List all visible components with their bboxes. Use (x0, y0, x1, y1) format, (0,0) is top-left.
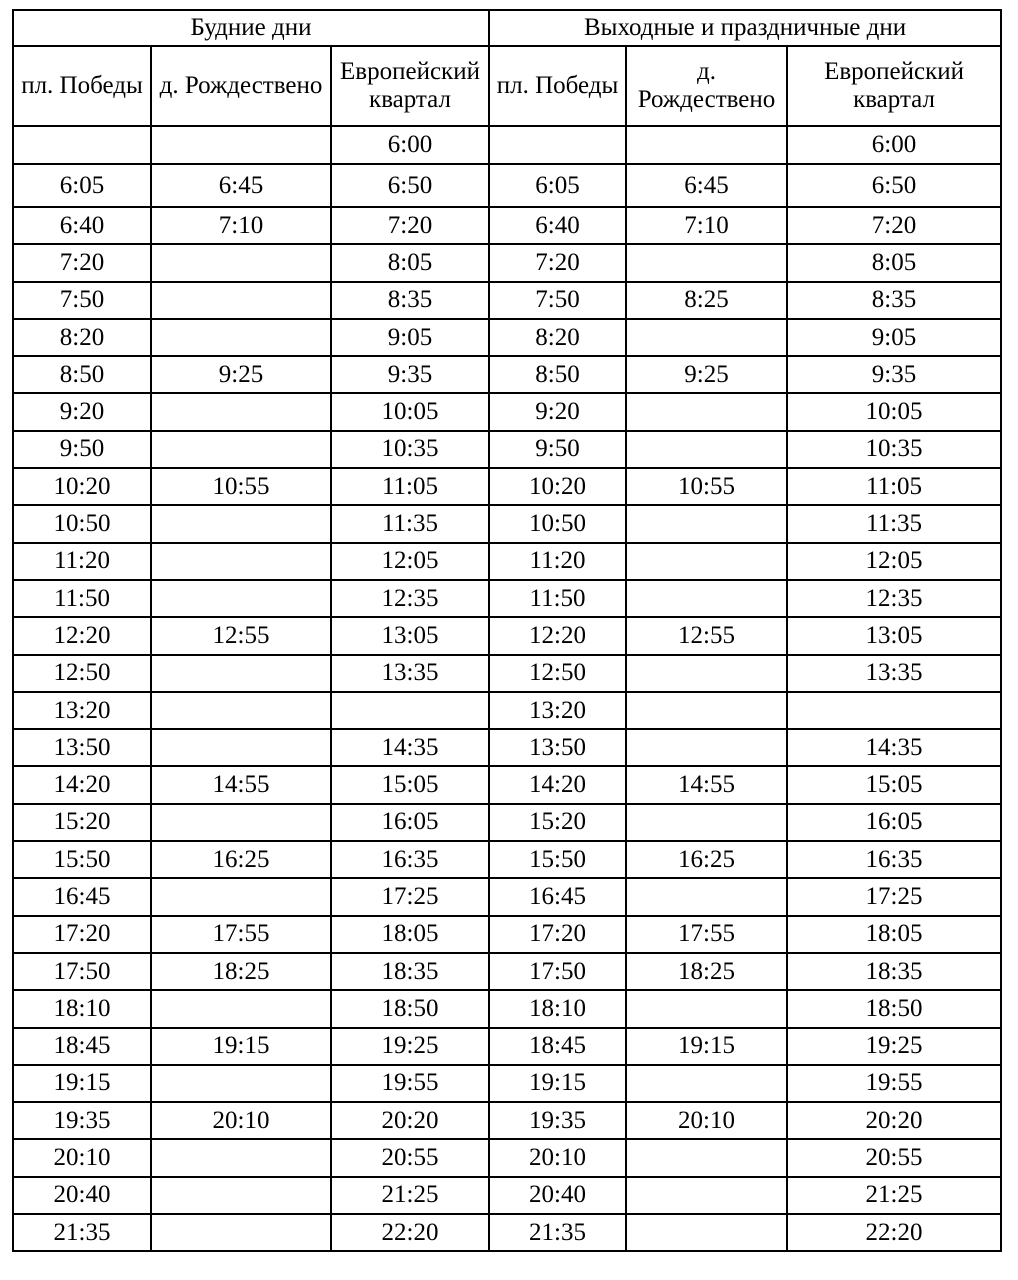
weekend-pobedy-time: 8:20 (489, 319, 626, 356)
weekday-rozhdestveno-time: 6:45 (151, 164, 331, 207)
weekday-rozhdestveno-time (151, 543, 331, 580)
table-row (13, 916, 1001, 953)
weekday-evropeyskiy-time: 21:25 (331, 1177, 489, 1214)
table-row (13, 729, 1001, 766)
weekday-rozhdestveno-time (151, 319, 331, 356)
weekend-evropeyskiy-time (787, 692, 1001, 729)
weekend-pobedy-time: 12:20 (489, 617, 626, 654)
weekday-pobedy-time: 9:20 (13, 393, 151, 430)
weekday-rozhdestveno-time (151, 505, 331, 542)
table-row (13, 282, 1001, 319)
weekend-evropeyskiy-time: 20:55 (787, 1139, 1001, 1176)
weekday-pobedy-time: 10:20 (13, 468, 151, 505)
weekday-pobedy-time: 9:50 (13, 431, 151, 468)
weekend-pobedy-time: 9:50 (489, 431, 626, 468)
weekend-pobedy-time: 18:10 (489, 990, 626, 1027)
table-row (13, 804, 1001, 841)
weekend-pobedy-time: 18:45 (489, 1028, 626, 1065)
weekend-evropeyskiy-time: 10:35 (787, 431, 1001, 468)
weekday-rozhdestveno-time (151, 729, 331, 766)
weekend-pobedy-time: 20:40 (489, 1177, 626, 1214)
weekday-evropeyskiy-time: 11:35 (331, 505, 489, 542)
table-row (13, 207, 1001, 244)
weekend-pobedy-time: 20:10 (489, 1139, 626, 1176)
weekday-pobedy-time: 20:10 (13, 1139, 151, 1176)
table-row (13, 543, 1001, 580)
table-row (13, 164, 1001, 207)
weekend-rozhdestveno-time (626, 1065, 787, 1102)
weekday-pobedy-time: 7:50 (13, 282, 151, 319)
weekend-evropeyskiy-time: 13:35 (787, 655, 1001, 692)
weekend-evropeyskiy-time: 16:35 (787, 841, 1001, 878)
weekday-evropeyskiy-time: 11:05 (331, 468, 489, 505)
weekend-evropeyskiy-time: 15:05 (787, 766, 1001, 803)
weekend-pobedy-time: 12:50 (489, 655, 626, 692)
weekend-pobedy-time: 11:50 (489, 580, 626, 617)
weekday-pobedy-time: 12:20 (13, 617, 151, 654)
weekend-pobedy-time: 13:20 (489, 692, 626, 729)
weekend-evropeyskiy-time: 18:05 (787, 916, 1001, 953)
weekday-pobedy-time: 21:35 (13, 1214, 151, 1251)
weekend-pobedy-time: 17:20 (489, 916, 626, 953)
weekend-evropeyskiy-time: 10:05 (787, 393, 1001, 430)
weekend-evropeyskiy-time: 6:00 (787, 126, 1001, 164)
weekend-evropeyskiy-time: 9:35 (787, 356, 1001, 393)
table-row (13, 244, 1001, 281)
weekend-pobedy-time: 6:05 (489, 164, 626, 207)
weekday-rozhdestveno-time: 7:10 (151, 207, 331, 244)
weekday-evropeyskiy-time: 10:35 (331, 431, 489, 468)
weekend-pobedy-time: 13:50 (489, 729, 626, 766)
weekend-rozhdestveno-time (626, 990, 787, 1027)
weekday-evropeyskiy-time: 8:35 (331, 282, 489, 319)
weekend-rozhdestveno-time (626, 505, 787, 542)
weekend-evropeyskiy-time: 14:35 (787, 729, 1001, 766)
weekday-rozhdestveno-time (151, 692, 331, 729)
schedule-body (13, 126, 1001, 1251)
weekend-rozhdestveno-time (626, 729, 787, 766)
weekend-evropeyskiy-time: 18:35 (787, 953, 1001, 990)
weekend-rozhdestveno-time (626, 319, 787, 356)
weekend-rozhdestveno-time (626, 431, 787, 468)
weekday-rozhdestveno-time (151, 244, 331, 281)
weekend-evropeyskiy-time: 18:50 (787, 990, 1001, 1027)
weekend-pobedy-time: 7:50 (489, 282, 626, 319)
weekday-rozhdestveno-time (151, 1177, 331, 1214)
weekend-rozhdestveno-time: 19:15 (626, 1028, 787, 1065)
weekday-evropeyskiy-time: 12:35 (331, 580, 489, 617)
weekday-rozhdestveno-time (151, 804, 331, 841)
table-row (13, 1177, 1001, 1214)
weekday-rozhdestveno-time: 17:55 (151, 916, 331, 953)
table-row (13, 431, 1001, 468)
weekend-rozhdestveno-time: 10:55 (626, 468, 787, 505)
weekend-evropeyskiy-time: 9:05 (787, 319, 1001, 356)
weekday-evropeyskiy-time: 18:35 (331, 953, 489, 990)
weekend-pobedy-time: 10:50 (489, 505, 626, 542)
table-row (13, 468, 1001, 505)
table-row (13, 505, 1001, 542)
weekend-pobedy-time: 9:20 (489, 393, 626, 430)
weekday-pobedy-time: 17:50 (13, 953, 151, 990)
weekday-rozhdestveno-time (151, 126, 331, 164)
weekday-rozhdestveno-time (151, 1065, 331, 1102)
weekday-pobedy-time (13, 126, 151, 164)
weekday-pobedy-time: 18:45 (13, 1028, 151, 1065)
weekday-evropeyskiy-time: 10:05 (331, 393, 489, 430)
weekend-stop-pobedy: пл. Победы (489, 46, 626, 126)
weekend-evropeyskiy-time: 12:35 (787, 580, 1001, 617)
weekday-rozhdestveno-time (151, 1139, 331, 1176)
weekday-evropeyskiy-time: 7:20 (331, 207, 489, 244)
weekday-rozhdestveno-time (151, 580, 331, 617)
weekday-evropeyskiy-time: 16:35 (331, 841, 489, 878)
weekday-rozhdestveno-time (151, 282, 331, 319)
table-row (13, 878, 1001, 915)
weekend-rozhdestveno-time (626, 692, 787, 729)
weekday-pobedy-time: 19:35 (13, 1102, 151, 1139)
weekend-evropeyskiy-time: 6:50 (787, 164, 1001, 207)
bus-schedule-table (12, 9, 1002, 1252)
weekday-evropeyskiy-time: 14:35 (331, 729, 489, 766)
weekend-rozhdestveno-time: 6:45 (626, 164, 787, 207)
weekend-rozhdestveno-time: 16:25 (626, 841, 787, 878)
weekday-rozhdestveno-time: 14:55 (151, 766, 331, 803)
weekday-evropeyskiy-time: 12:05 (331, 543, 489, 580)
weekend-pobedy-time: 19:35 (489, 1102, 626, 1139)
weekend-rozhdestveno-time (626, 580, 787, 617)
weekday-pobedy-time: 15:50 (13, 841, 151, 878)
weekday-rozhdestveno-time: 12:55 (151, 617, 331, 654)
table-row (13, 1102, 1001, 1139)
weekday-evropeyskiy-time: 6:00 (331, 126, 489, 164)
weekend-evropeyskiy-time: 16:05 (787, 804, 1001, 841)
weekday-pobedy-time: 15:20 (13, 804, 151, 841)
weekend-rozhdestveno-time: 8:25 (626, 282, 787, 319)
weekend-pobedy-time (489, 126, 626, 164)
table-row (13, 692, 1001, 729)
weekend-rozhdestveno-time: 9:25 (626, 356, 787, 393)
table-row (13, 580, 1001, 617)
weekday-evropeyskiy-time: 17:25 (331, 878, 489, 915)
table-row (13, 319, 1001, 356)
weekend-pobedy-time: 6:40 (489, 207, 626, 244)
weekday-rozhdestveno-time (151, 655, 331, 692)
weekday-evropeyskiy-time: 13:35 (331, 655, 489, 692)
weekday-rozhdestveno-time (151, 393, 331, 430)
weekend-pobedy-time: 19:15 (489, 1065, 626, 1102)
weekday-pobedy-time: 16:45 (13, 878, 151, 915)
weekend-evropeyskiy-time: 22:20 (787, 1214, 1001, 1251)
weekday-evropeyskiy-time: 6:50 (331, 164, 489, 207)
weekday-pobedy-time: 14:20 (13, 766, 151, 803)
weekend-pobedy-time: 8:50 (489, 356, 626, 393)
weekend-rozhdestveno-time: 18:25 (626, 953, 787, 990)
weekend-rozhdestveno-time (626, 1214, 787, 1251)
weekend-pobedy-time: 16:45 (489, 878, 626, 915)
weekday-pobedy-time: 6:40 (13, 207, 151, 244)
weekday-pobedy-time: 11:20 (13, 543, 151, 580)
weekday-evropeyskiy-time: 19:25 (331, 1028, 489, 1065)
table-row (13, 990, 1001, 1027)
table-row (13, 766, 1001, 803)
weekend-evropeyskiy-time: 13:05 (787, 617, 1001, 654)
table-row (13, 356, 1001, 393)
weekday-rozhdestveno-time (151, 1214, 331, 1251)
weekday-rozhdestveno-time (151, 878, 331, 915)
weekend-evropeyskiy-time: 8:05 (787, 244, 1001, 281)
weekend-rozhdestveno-time: 7:10 (626, 207, 787, 244)
weekend-evropeyskiy-time: 11:35 (787, 505, 1001, 542)
weekday-stop-pobedy: пл. Победы (13, 46, 151, 126)
weekend-evropeyskiy-time: 19:55 (787, 1065, 1001, 1102)
table-row (13, 617, 1001, 654)
weekday-evropeyskiy-time: 9:05 (331, 319, 489, 356)
table-row (13, 1214, 1001, 1251)
table-row (13, 1139, 1001, 1176)
weekend-evropeyskiy-time: 20:20 (787, 1102, 1001, 1139)
weekend-rozhdestveno-time (626, 244, 787, 281)
weekends-header: Выходные и праздничные дни (489, 10, 1001, 46)
weekday-rozhdestveno-time: 19:15 (151, 1028, 331, 1065)
weekdays-header: Будние дни (13, 10, 489, 46)
weekend-pobedy-time: 21:35 (489, 1214, 626, 1251)
weekend-evropeyskiy-time: 12:05 (787, 543, 1001, 580)
table-row (13, 1065, 1001, 1102)
weekend-evropeyskiy-time: 19:25 (787, 1028, 1001, 1065)
weekend-pobedy-time: 15:50 (489, 841, 626, 878)
weekend-pobedy-time: 7:20 (489, 244, 626, 281)
weekday-pobedy-time: 6:05 (13, 164, 151, 207)
weekday-rozhdestveno-time: 10:55 (151, 468, 331, 505)
table-row (13, 393, 1001, 430)
weekday-pobedy-time: 13:50 (13, 729, 151, 766)
weekday-stop-evropeyskiy: Европейский квартал (331, 46, 489, 126)
weekday-evropeyskiy-time: 20:55 (331, 1139, 489, 1176)
group-header-row (13, 10, 1001, 46)
weekday-evropeyskiy-time: 18:05 (331, 916, 489, 953)
weekday-evropeyskiy-time: 9:35 (331, 356, 489, 393)
weekend-stop-evropeyskiy: Европейский квартал (787, 46, 1001, 126)
weekend-rozhdestveno-time (626, 878, 787, 915)
weekend-evropeyskiy-time: 21:25 (787, 1177, 1001, 1214)
weekend-pobedy-time: 14:20 (489, 766, 626, 803)
weekday-rozhdestveno-time: 9:25 (151, 356, 331, 393)
table-row (13, 953, 1001, 990)
weekend-stop-rozhdestveno: д. Рождествено (626, 46, 787, 126)
weekend-rozhdestveno-time (626, 393, 787, 430)
table-row (13, 1028, 1001, 1065)
weekday-evropeyskiy-time: 19:55 (331, 1065, 489, 1102)
weekday-pobedy-time: 17:20 (13, 916, 151, 953)
weekday-pobedy-time: 7:20 (13, 244, 151, 281)
weekend-pobedy-time: 15:20 (489, 804, 626, 841)
weekend-evropeyskiy-time: 8:35 (787, 282, 1001, 319)
weekend-evropeyskiy-time: 17:25 (787, 878, 1001, 915)
table-row (13, 841, 1001, 878)
stop-header-row (13, 46, 1001, 126)
weekday-rozhdestveno-time (151, 990, 331, 1027)
weekend-pobedy-time: 11:20 (489, 543, 626, 580)
weekend-rozhdestveno-time: 12:55 (626, 617, 787, 654)
weekday-evropeyskiy-time: 8:05 (331, 244, 489, 281)
weekday-pobedy-time: 19:15 (13, 1065, 151, 1102)
table-row (13, 655, 1001, 692)
weekday-rozhdestveno-time (151, 431, 331, 468)
weekday-rozhdestveno-time: 20:10 (151, 1102, 331, 1139)
weekday-evropeyskiy-time: 16:05 (331, 804, 489, 841)
weekday-pobedy-time: 18:10 (13, 990, 151, 1027)
weekend-pobedy-time: 10:20 (489, 468, 626, 505)
weekday-pobedy-time: 13:20 (13, 692, 151, 729)
weekend-rozhdestveno-time (626, 1139, 787, 1176)
weekend-pobedy-time: 17:50 (489, 953, 626, 990)
weekend-rozhdestveno-time: 17:55 (626, 916, 787, 953)
weekday-pobedy-time: 11:50 (13, 580, 151, 617)
weekend-rozhdestveno-time: 20:10 (626, 1102, 787, 1139)
weekend-rozhdestveno-time (626, 655, 787, 692)
weekday-pobedy-time: 20:40 (13, 1177, 151, 1214)
weekday-evropeyskiy-time: 15:05 (331, 766, 489, 803)
weekday-evropeyskiy-time: 22:20 (331, 1214, 489, 1251)
weekend-evropeyskiy-time: 11:05 (787, 468, 1001, 505)
weekend-rozhdestveno-time (626, 543, 787, 580)
weekday-evropeyskiy-time: 13:05 (331, 617, 489, 654)
weekday-evropeyskiy-time: 20:20 (331, 1102, 489, 1139)
weekend-rozhdestveno-time: 14:55 (626, 766, 787, 803)
weekday-evropeyskiy-time (331, 692, 489, 729)
weekday-pobedy-time: 10:50 (13, 505, 151, 542)
weekend-rozhdestveno-time (626, 804, 787, 841)
weekday-pobedy-time: 12:50 (13, 655, 151, 692)
weekend-evropeyskiy-time: 7:20 (787, 207, 1001, 244)
table-row (13, 126, 1001, 164)
weekend-rozhdestveno-time (626, 126, 787, 164)
weekday-stop-rozhdestveno: д. Рождествено (151, 46, 331, 126)
weekday-evropeyskiy-time: 18:50 (331, 990, 489, 1027)
weekday-rozhdestveno-time: 16:25 (151, 841, 331, 878)
weekday-pobedy-time: 8:50 (13, 356, 151, 393)
weekend-rozhdestveno-time (626, 1177, 787, 1214)
weekday-pobedy-time: 8:20 (13, 319, 151, 356)
weekday-rozhdestveno-time: 18:25 (151, 953, 331, 990)
